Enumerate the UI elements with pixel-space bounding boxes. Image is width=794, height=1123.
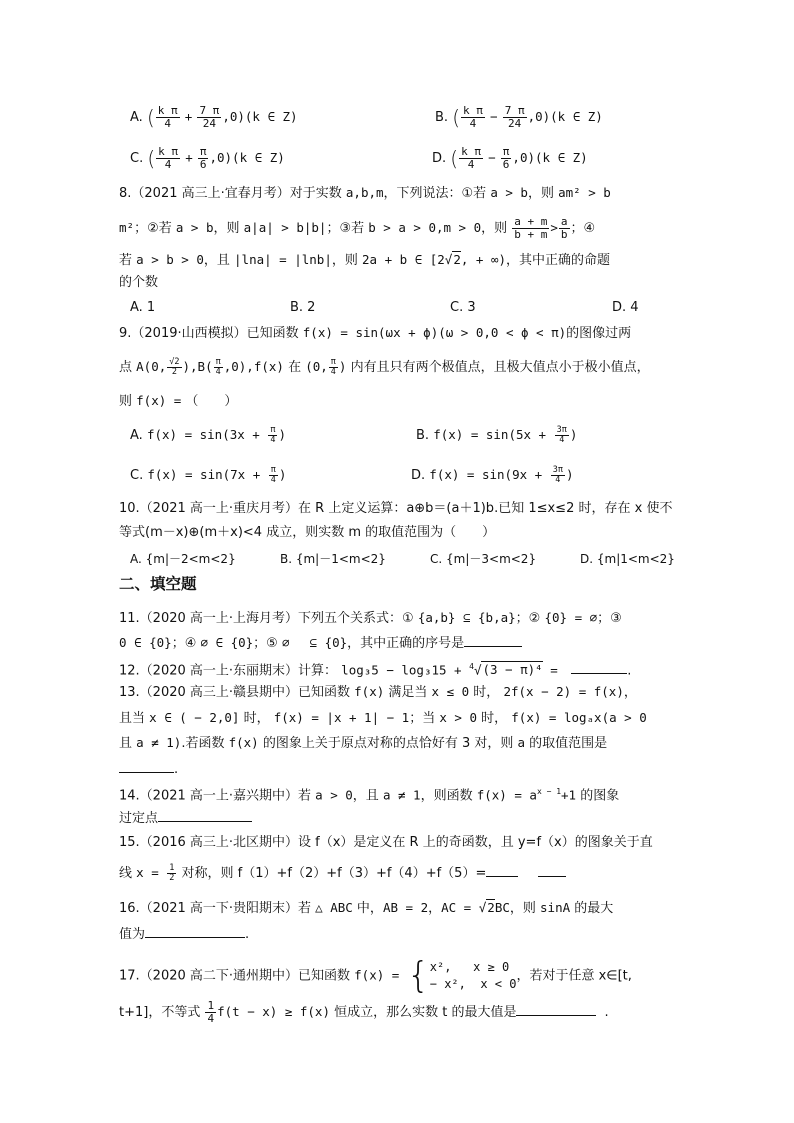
q8-option-a: A. 1 bbox=[130, 300, 156, 315]
q17-line-2: t+1]，不等式 $\frac{1}{4}$ f(t − x) ≥ f(x) 恒成立，那么实数 t 的最大值是 . bbox=[119, 999, 609, 1025]
piecewise-cases: x², x ≥ 0 − x², x < 0 bbox=[429, 960, 517, 991]
q8-option-c: C. 3 bbox=[450, 300, 476, 315]
answer-blank bbox=[158, 807, 252, 822]
answer-blank bbox=[145, 923, 245, 938]
fraction: $\frac{a + m}{b + m}$ bbox=[514, 215, 548, 241]
q8-option-d: D. 4 bbox=[612, 300, 639, 315]
answer-blank bbox=[571, 659, 627, 674]
fraction: $\frac{3\pi}{4}$ bbox=[552, 465, 563, 485]
q9-option-d: D. f(x) = sin(9x + $\frac{3\pi}{4}$ ) bbox=[411, 465, 574, 485]
q7-option-b: B. ( $\frac{\text{k π}}{4}$ − $\frac{7 \pi}{24}$ ,0)(k ∈ Z) bbox=[435, 104, 603, 130]
q7-option-a: A. ( $\frac{\text{k π}}{4}$ + $\frac{7 \pi}{24}$ ,0)(k ∈ Z) bbox=[130, 104, 298, 130]
fraction: $\frac{√2}{2}$ bbox=[169, 357, 180, 377]
q10-option-b: B. {m|－1<m<2} bbox=[280, 552, 386, 566]
q7-option-d: D. ( $\frac{\text{k π}}{4}$ − $\frac{\pi}{6}$ ,0)(k ∈ Z) bbox=[432, 145, 588, 171]
q10-option-a: A. {m|－2<m<2} bbox=[130, 552, 236, 566]
fraction: $\frac{\text{k π}}{4}$ bbox=[461, 145, 481, 171]
q8-option-b: B. 2 bbox=[290, 300, 316, 315]
q9-line-1: 9.（2019·山西模拟）已知函数 f(x) = sin(ωx + ϕ)(ω > 0,0 < ϕ < π)的图像过两 bbox=[119, 325, 632, 341]
fraction: $\frac{\text{k π}}{4}$ bbox=[157, 104, 178, 130]
fraction: $\frac{7 \pi}{24}$ bbox=[504, 104, 525, 130]
q17-line-1: 17.（2020 高二下·通州期中）已知函数 f(x) = { x², x ≥ 0 − x², x < 0 ，若对于任意 x∈[t, bbox=[119, 955, 632, 996]
q10-line-1: 10.（2021 高一上·重庆月考）在 R 上定义运算：a⊕b＝(a＋1)b.已知 1≤x≤2 时，存在 x 使不 bbox=[119, 501, 673, 516]
answer-blank bbox=[516, 1001, 596, 1016]
fraction: $\frac{\pi}{4}$ bbox=[215, 357, 221, 377]
q16-line-2: 值为 . bbox=[119, 923, 249, 945]
fraction: $\frac{3\pi}{4}$ bbox=[556, 425, 567, 445]
q15-line-1: 15.（2016 高三上·北区期中）设 f（x）是定义在 R 上的奇函数，且 y=f（x）的图象关于直 bbox=[119, 835, 653, 850]
q16-line-1: 16.（2021 高一下·贵阳期末）若 △ ABC 中，AB = 2，AC = √2BC，则 sinA 的最大 bbox=[119, 900, 614, 916]
q10-option-c: C. {m|－3<m<2} bbox=[430, 552, 537, 566]
q7-option-c: C. ( $\frac{\text{k π}}{4}$ + $\frac{\pi}{6}$ ,0)(k ∈ Z) bbox=[130, 145, 285, 171]
fraction: $\frac{\text{k π}}{4}$ bbox=[463, 104, 483, 130]
q9-option-b: B. f(x) = sin(5x + $\frac{3\pi}{4}$ ) bbox=[416, 425, 578, 445]
q12-line: 12.（2020 高一上·东丽期末）计算： log₃5 − log₃15 + $^4$√(3 − π)⁴ = . bbox=[119, 657, 631, 681]
q13-line-3: 且 a ≠ 1).若函数 f(x) 的图象上关于原点对称的点恰好有 3 对，则 a 的取值范围是 bbox=[119, 735, 608, 751]
q10-line-2: 等式(m－x)⊕(m＋x)<4 成立，则实数 m 的取值范围为（ ） bbox=[119, 525, 496, 540]
fraction: $\frac{\pi}{4}$ bbox=[270, 465, 276, 485]
fraction: $\frac{a}{b}$ bbox=[560, 215, 568, 241]
q8-line-4: 的个数 bbox=[119, 275, 159, 290]
q8-line-2: m²；②若 a > b，则 a|a| > b|b|；③若 b > a > 0,m > 0，则 $\frac{a + m}{b + m}$ > $\frac{a}{b}$ ；④ bbox=[119, 215, 596, 241]
q13-line-4: . bbox=[119, 758, 178, 780]
fraction: $\frac{1}{4}$ bbox=[207, 999, 215, 1025]
q9-option-c: C. f(x) = sin(7x + $\frac{\pi}{4}$ ) bbox=[130, 465, 287, 485]
fraction: $\frac{\pi}{6}$ bbox=[502, 145, 510, 171]
answer-blank bbox=[119, 758, 174, 773]
answer-blank bbox=[464, 632, 522, 647]
fraction: $\frac{7 \pi}{24}$ bbox=[199, 104, 220, 130]
q8-line-3: 若 a > b > 0，且 |lna| = |lnb|，则 2a + b ∈ [2√2, + ∞)，其中正确的命题 bbox=[119, 252, 611, 268]
q11-line-1: 11.（2020 高一上·上海月考）下列五个关系式：① {a,b} ⊆ {b,a}；② {0} = ∅；③ bbox=[119, 610, 622, 626]
q9-option-a: A. f(x) = sin(3x + $\frac{\pi}{4}$ ) bbox=[130, 425, 287, 445]
q9-line-2: 点 A(0, $\frac{√2}{2}$ ),B( $\frac{\pi}{4}$ ,0),f(x) 在 (0, $\frac{\pi}{4}$ ) 内有且只有两个极值点，且极大值点小于极小值点， bbox=[119, 357, 650, 377]
fraction: $\frac{\pi}{4}$ bbox=[270, 425, 276, 445]
q13-line-1: 13.（2020 高三上·赣县期中）已知函数 f(x) 满足当 x ≤ 0 时， 2f(x − 2) = f(x)， bbox=[119, 684, 637, 700]
q14-line-2: 过定点 bbox=[119, 807, 252, 829]
q9-line-3: 则 f(x) = （ ） bbox=[119, 393, 238, 409]
q10-option-d: D. {m|1<m<2} bbox=[580, 552, 675, 566]
answer-blank bbox=[538, 862, 566, 877]
fraction: $\frac{\pi}{6}$ bbox=[199, 145, 207, 171]
fraction: $\frac{1}{2}$ bbox=[169, 863, 175, 883]
q8-line-1: 8.（2021 高三上·宜春月考）对于实数 a,b,m，下列说法：①若 a > b，则 am² > b bbox=[119, 185, 611, 201]
answer-blank bbox=[486, 862, 518, 877]
q14-line-1: 14.（2021 高一上·嘉兴期中）若 a > 0，且 a ≠ 1，则函数 $f(x) = a^{x - 1}+1$ 的图象 bbox=[119, 787, 620, 804]
q15-line-2: 线 x = $\frac{1}{2}$ 对称，则 f（1）+f（2）+f（3）+f（4）+f（5）= bbox=[119, 862, 566, 884]
q13-line-2: 且当 x ∈ ( − 2,0] 时， f(x) = |x + 1| − 1；当 x > 0 时， f(x) = logₐx(a > 0 bbox=[119, 710, 647, 726]
section-heading: 二、填空题 bbox=[119, 575, 197, 593]
q11-line-2: 0 ∈ {0}；④ ∅ ∈ {0}；⑤ ∅ ⊆ {0}，其中正确的序号是 bbox=[119, 632, 522, 654]
fraction: $\frac{\text{k π}}{4}$ bbox=[158, 145, 179, 171]
fraction: $\frac{\pi}{4}$ bbox=[330, 357, 336, 377]
